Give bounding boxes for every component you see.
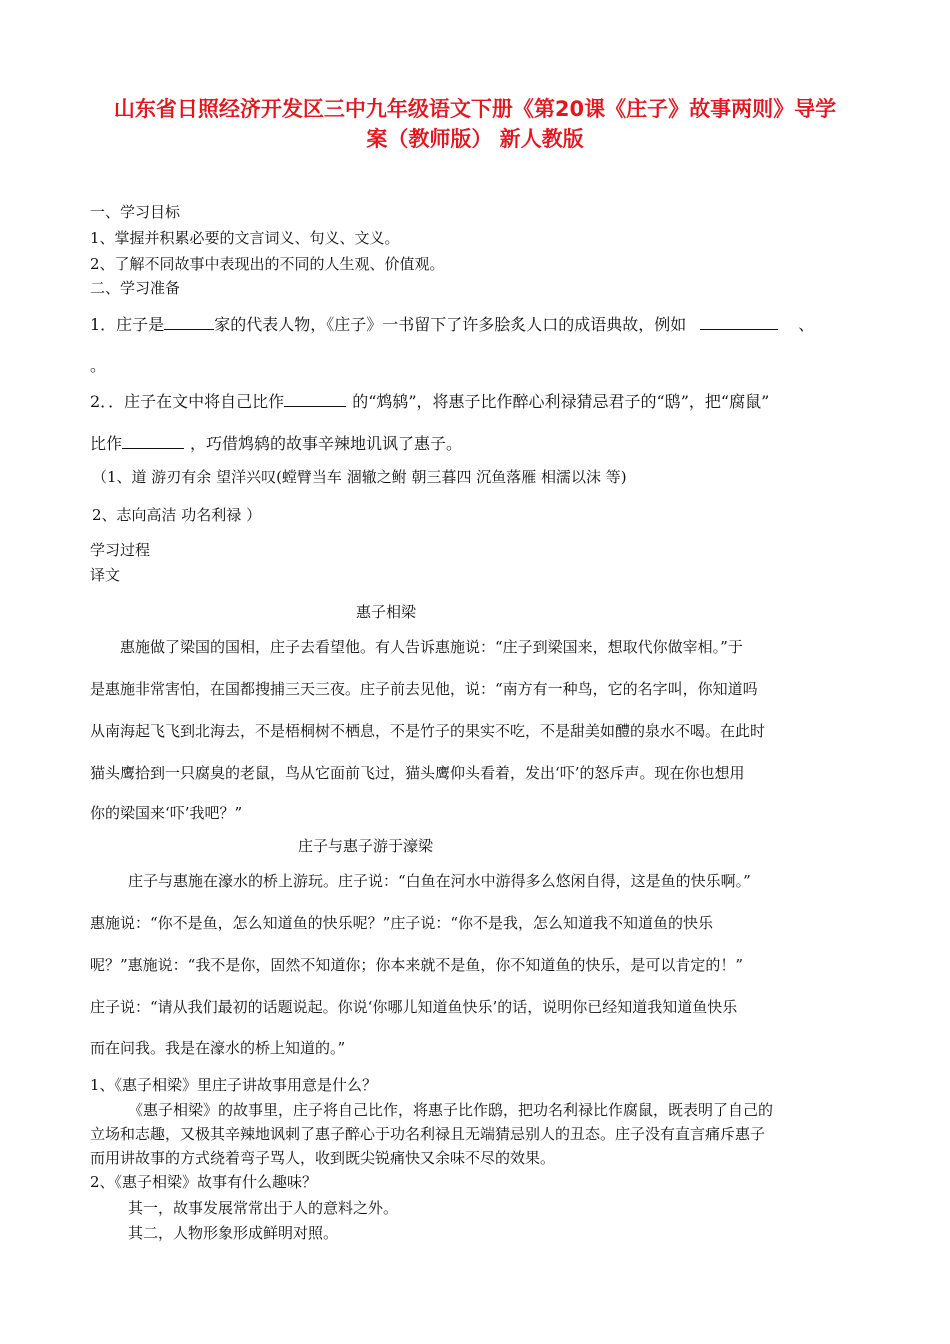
story-1-line-3: 从南海起飞飞到北海去，不是梧桐树不栖息，不是竹子的果实不吃，不是甜美如醴的泉水不喝。在此时 xyxy=(90,722,766,740)
story-2-title: 庄子与惠子游于濠梁 xyxy=(298,837,434,855)
process-heading: 学习过程 xyxy=(90,541,151,559)
discussion-answer-1-line-3: 而用讲故事的方式绕着弯子骂人，收到既尖锐痛快又余味不尽的效果。 xyxy=(90,1149,556,1167)
story-2-line-4: 庄子说：“请从我们最初的话题说起。你说‘你哪儿知道鱼快乐’的话，说明你已经知道我知道鱼快乐 xyxy=(90,998,738,1016)
story-2-line-1: 庄子与惠施在濠水的桥上游玩。庄子说：“白鱼在河水中游得多么悠闲自得，这是鱼的快乐啊。” xyxy=(128,872,751,890)
story-1-line-5: 你的梁国来‘吓’我吧？” xyxy=(90,804,243,822)
objective-item-1: 1、掌握并积累必要的文言词义、句义、文义。 xyxy=(90,229,400,247)
discussion-answer-2-line-2: 其二，人物形象形成鲜明对照。 xyxy=(128,1224,339,1242)
translation-label: 译文 xyxy=(90,566,121,584)
story-1-title: 惠子相梁 xyxy=(356,603,417,621)
story-2-line-2: 惠施说：“你不是鱼，怎么知道鱼的快乐呢？”庄子说：“你不是我，怎么知道我不知道鱼的快乐 xyxy=(90,914,714,932)
answer-key-2: 2、志向高洁 功名利禄 ） xyxy=(92,506,262,524)
objectives-heading: 一、学习目标 xyxy=(90,203,181,221)
objective-item-2: 2、了解不同故事中表现出的不同的人生观、价值观。 xyxy=(90,255,445,273)
discussion-question-2: 2、《惠子相梁》故事有什么趣味？ xyxy=(90,1173,318,1191)
story-2-line-3: 呢？”惠施说：“我不是你，固然不知道你；你本来就不是鱼，你不知道鱼的快乐，是可以肯定的！” xyxy=(90,956,744,974)
answer-blank[interactable] xyxy=(700,313,778,330)
question-2-cont: 比作 ，巧借鸩鸫的故事辛辣地讥讽了惠子。 xyxy=(90,434,463,453)
document-title xyxy=(60,94,890,154)
discussion-answer-1-line-1: 《惠子相梁》的故事里，庄子将自己比作，将惠子比作鸱，把功名利禄比作腐鼠，既表明了自己的 xyxy=(128,1101,774,1119)
story-1-line-2: 是惠施非常害怕，在国都搜捕三天三夜。庄子前去见他，说：“南方有一种鸟，它的名字叫，你知道吗 xyxy=(90,680,758,698)
discussion-answer-2-line-1: 其一，故事发展常常出于人的意料之外。 xyxy=(128,1199,399,1217)
question-1: 1．庄子是 家的代表人物，《庄子》一书留下了许多脍炙人口的成语典故，例如 、 xyxy=(90,315,815,334)
answer-blank[interactable] xyxy=(122,432,184,449)
answer-blank[interactable] xyxy=(284,390,346,407)
question-1-end: 。 xyxy=(90,356,107,375)
discussion-answer-1-line-2: 立场和志趣，又极其辛辣地讽刺了惠子醉心于功名利禄且无端猜忌别人的丑态。庄子没有直言痛斥惠子 xyxy=(90,1125,766,1143)
preparation-heading: 二、学习准备 xyxy=(90,279,181,297)
title-line-1: 山东省日照经济开发区三中九年级语文下册《第20课《庄子》故事两则》导学 xyxy=(113,97,837,121)
answer-key-1: （1、道 游刃有余 望洋兴叹(螳臂当车 涸辙之鲋 朝三暮四 沉鱼落雁 相濡以沫 等) xyxy=(92,468,627,486)
question-2: 2．．庄子在文中将自己比作 的“鸩鸫”，将惠子比作醉心利禄猜忌君子的“鸱”，把“腐鼠” xyxy=(90,392,770,411)
answer-blank[interactable] xyxy=(164,313,214,330)
story-1-line-1: 惠施做了梁国的国相，庄子去看望他。有人告诉惠施说：“庄子到梁国来，想取代你做宰相。”于 xyxy=(120,638,743,656)
discussion-question-1: 1、《惠子相梁》里庄子讲故事用意是什么？ xyxy=(90,1076,378,1094)
story-2-line-5: 而在问我。我是在濠水的桥上知道的。” xyxy=(90,1039,346,1057)
title-line-2: 案（教师版） 新人教版 xyxy=(366,127,584,151)
story-1-line-4: 猫头鹰拾到一只腐臭的老鼠，鸟从它面前飞过，猫头鹰仰头看着，发出‘吓’的怒斥声。现在你也想用 xyxy=(90,764,745,782)
